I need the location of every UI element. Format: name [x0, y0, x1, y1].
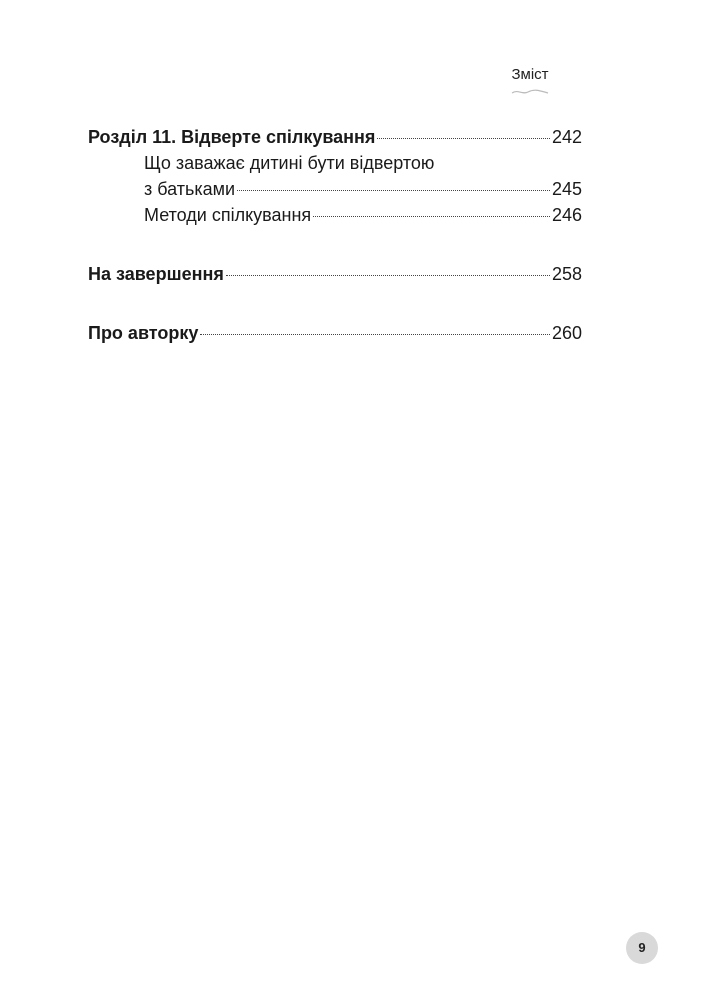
dot-leader [200, 334, 550, 335]
toc-entry-about-author[interactable] [88, 320, 582, 346]
toc-entry-page: 260 [551, 323, 582, 343]
section-label: Зміст [511, 66, 549, 83]
dot-leader [377, 138, 550, 139]
toc-entry-page: 246 [551, 205, 582, 225]
toc-entry-page: 242 [551, 127, 582, 147]
running-header [490, 66, 570, 96]
toc-entry-page: 258 [551, 264, 582, 284]
dot-leader [226, 275, 550, 276]
toc-entry-title: з батьками [144, 179, 236, 199]
page-number-badge: 9 [626, 932, 658, 964]
toc-entry-title: На завершення [88, 264, 224, 284]
toc-entry-page: 245 [551, 179, 582, 199]
toc-entry-title: Розділ 11. Відверте спілкування [88, 127, 376, 147]
swash-ornament-icon [510, 88, 550, 96]
toc-entry-obstacles[interactable] [88, 176, 582, 202]
spacer [88, 228, 582, 261]
dot-leader [237, 190, 550, 191]
toc-entry-methods[interactable] [88, 202, 582, 228]
dot-leader [313, 216, 550, 217]
toc-entry-title: Методи спілкування [144, 205, 312, 225]
toc-entry-chapter-11[interactable] [88, 124, 582, 150]
spacer [88, 287, 582, 320]
table-of-contents [88, 124, 582, 346]
toc-entry-title: Про авторку [88, 323, 199, 343]
toc-entry-conclusion[interactable] [88, 261, 582, 287]
toc-entry-title-line: Що заважає дитині бути відвертою [144, 153, 435, 173]
